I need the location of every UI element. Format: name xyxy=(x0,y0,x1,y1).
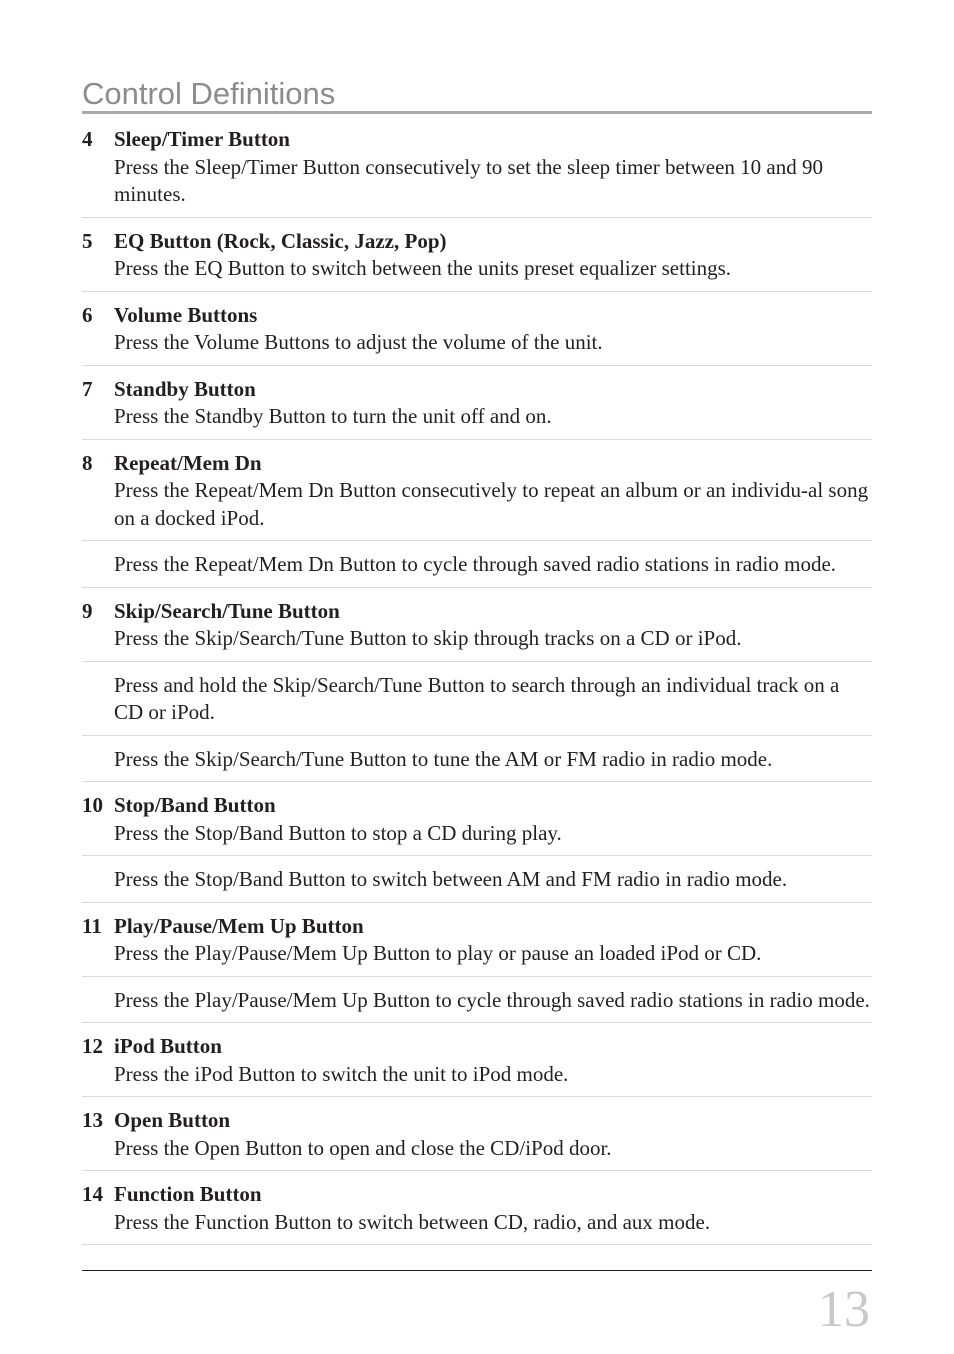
item-description: Press the EQ Button to switch between the units preset equalizer settings. xyxy=(114,256,732,280)
item-description: Press and hold the Skip/Search/Tune Button to search through an individual track on a CD or iPod. xyxy=(114,672,840,724)
title-divider xyxy=(82,111,872,114)
item-heading: Repeat/Mem Dn xyxy=(114,450,262,475)
page-number: 13 xyxy=(818,1281,870,1338)
control-definitions-list xyxy=(82,116,872,1245)
item-description: Press the Play/Pause/Mem Up Button to play or pause an loaded iPod or CD. xyxy=(114,941,762,965)
definition-row-6 xyxy=(82,292,872,366)
item-number: 4 xyxy=(82,127,93,151)
item-description: Press the Stop/Band Button to stop a CD during play. xyxy=(114,820,562,845)
item-description: Press the Repeat/Mem Dn Button consecutively to repeat an album or an individu-al song on a docked iPod. xyxy=(114,478,869,530)
item-number: 9 xyxy=(82,598,93,623)
footer-divider xyxy=(82,1270,872,1271)
item-heading: Skip/Search/Tune Button xyxy=(114,598,340,623)
item-heading: EQ Button (Rock, Classic, Jazz, Pop) xyxy=(114,228,447,253)
item-heading: Standby Button xyxy=(114,376,256,401)
definition-row-10-continued xyxy=(82,856,872,903)
definition-row-8 xyxy=(82,440,872,542)
item-description: Press the Standby Button to turn the unit off and on. xyxy=(114,404,552,428)
item-description: Press the Open Button to open and close the CD/iPod door. xyxy=(114,1135,612,1160)
item-heading: Sleep/Timer Button xyxy=(114,127,290,151)
item-number: 10 xyxy=(82,793,103,817)
definition-row-12 xyxy=(82,1023,872,1097)
item-number: 13 xyxy=(82,1108,103,1132)
item-description: Press the Sleep/Timer Button consecutively to set the sleep timer between 10 and 90 minutes. xyxy=(114,154,824,206)
item-number: 8 xyxy=(82,450,93,475)
definition-row-4 xyxy=(82,116,872,218)
definition-row-7 xyxy=(82,366,872,440)
definition-row-5 xyxy=(82,218,872,292)
item-number: 12 xyxy=(82,1034,103,1058)
item-number: 5 xyxy=(82,228,93,253)
item-heading: Open Button xyxy=(114,1108,231,1132)
definition-row-13 xyxy=(82,1097,872,1171)
definition-row-11-continued xyxy=(82,977,872,1024)
definition-row-14 xyxy=(82,1171,872,1245)
item-number: 11 xyxy=(82,913,102,938)
item-number: 6 xyxy=(82,302,93,327)
item-number: 7 xyxy=(82,376,93,401)
definition-row-8-continued xyxy=(82,541,872,588)
definition-row-11 xyxy=(82,903,872,977)
definition-row-9-continued-b xyxy=(82,736,872,783)
item-description: Press the Repeat/Mem Dn Button to cycle through saved radio stations in radio mode. xyxy=(114,552,837,576)
definition-row-9 xyxy=(82,588,872,662)
item-description: Press the Skip/Search/Tune Button to skip through tracks on a CD or iPod. xyxy=(114,626,742,650)
item-heading: Volume Buttons xyxy=(114,302,258,327)
item-description: Press the Stop/Band Button to switch between AM and FM radio in radio mode. xyxy=(114,867,788,891)
item-heading: Function Button xyxy=(114,1182,262,1206)
definition-row-9-continued-a xyxy=(82,662,872,736)
definition-row-10 xyxy=(82,782,872,856)
item-description: Press the iPod Button to switch the unit to iPod mode. xyxy=(114,1061,569,1086)
item-heading: Play/Pause/Mem Up Button xyxy=(114,913,364,938)
item-heading: Stop/Band Button xyxy=(114,793,276,817)
item-description: Press the Play/Pause/Mem Up Button to cycle through saved radio stations in radio mode. xyxy=(114,987,870,1012)
page-title: Control Definitions xyxy=(82,76,336,111)
item-heading: iPod Button xyxy=(114,1034,222,1058)
item-number: 14 xyxy=(82,1182,103,1206)
item-description: Press the Volume Buttons to adjust the volume of the unit. xyxy=(114,330,603,354)
item-description: Press the Skip/Search/Tune Button to tune the AM or FM radio in radio mode. xyxy=(114,746,773,771)
item-description: Press the Function Button to switch between CD, radio, and aux mode. xyxy=(114,1209,711,1234)
